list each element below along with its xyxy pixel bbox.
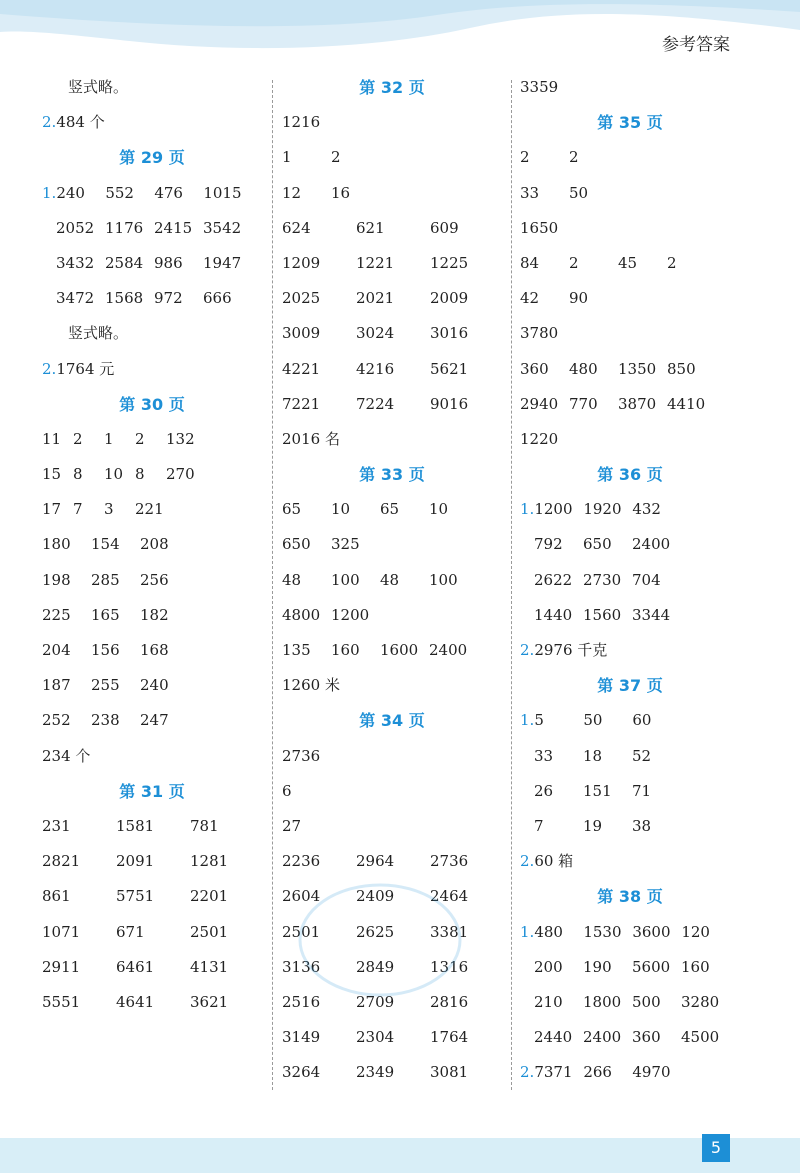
answer-value: 154	[91, 535, 120, 554]
answer-line	[282, 668, 522, 703]
item-number: 2.	[42, 113, 57, 132]
answer-value: 1220	[520, 429, 559, 448]
answer-value: 325	[331, 535, 360, 554]
answer-value: 4641	[116, 992, 155, 1011]
answer-line	[282, 1020, 522, 1055]
answer-value: 3280	[681, 992, 720, 1011]
answer-value: 100	[331, 570, 360, 589]
answer-value: 198	[42, 570, 71, 589]
answer-value: 8	[135, 465, 145, 484]
answer-value: 45	[618, 253, 638, 272]
answer-value: 17	[42, 500, 62, 519]
item-number: 2.	[520, 641, 535, 659]
answer-line	[42, 211, 282, 246]
answer-line	[520, 281, 760, 316]
answer-value: 2440	[534, 1028, 573, 1047]
answer-value: 160	[331, 641, 360, 659]
answer-value: 2	[73, 429, 83, 448]
answer-value: 2	[520, 148, 530, 167]
answer-value: 552	[105, 183, 134, 202]
answer-line	[520, 316, 760, 351]
answer-value: 2400	[429, 641, 468, 659]
answer-value: 270	[166, 465, 195, 484]
answer-line	[520, 492, 760, 527]
answer-line	[520, 598, 760, 633]
answer-line	[520, 246, 760, 281]
answer-value: 2021	[356, 289, 395, 308]
answer-value: 1920	[583, 500, 622, 519]
answer-value: 2940	[520, 394, 559, 413]
answer-value: 3432	[56, 253, 95, 272]
answer-line	[520, 352, 760, 387]
answer-value: 972	[154, 289, 183, 308]
answer-value: 266	[583, 1063, 612, 1082]
answer-value: 210	[534, 992, 563, 1011]
answer-value: 71	[632, 781, 652, 800]
answer-value: 432	[632, 500, 661, 519]
answer-value: 1015	[203, 183, 242, 202]
answer-value: 3009	[282, 324, 321, 343]
answer-value: 861	[42, 887, 71, 906]
answer-value: 5551	[42, 992, 81, 1011]
answer-value: 2849	[356, 957, 395, 976]
answer-value: 42	[520, 289, 540, 308]
answer-line	[520, 985, 760, 1020]
answer-value: 65	[380, 500, 400, 519]
answer-line	[282, 809, 522, 844]
answer-value: 1209	[282, 253, 321, 272]
answer-line	[282, 563, 522, 598]
answer-value: 60 箱	[534, 852, 574, 871]
answer-line	[42, 246, 282, 281]
answer-value: 15	[42, 465, 62, 484]
answer-value: 65	[282, 500, 302, 519]
answer-value: 27	[282, 816, 302, 835]
answer-line	[42, 281, 282, 316]
page-number: 5	[702, 1134, 730, 1162]
answer-value: 240	[56, 183, 85, 202]
answer-value: 2911	[42, 957, 81, 976]
answer-value: 1440	[534, 605, 573, 624]
answer-value: 621	[356, 218, 385, 237]
footer-band	[0, 1138, 800, 1173]
answer-line	[282, 352, 522, 387]
answer-value: 16	[331, 183, 351, 202]
answer-line	[520, 70, 760, 105]
answer-line	[282, 105, 522, 140]
answer-value: 1316	[430, 957, 469, 976]
answer-value: 4131	[190, 957, 229, 976]
answer-value: 231	[42, 816, 71, 835]
answer-value: 33	[534, 746, 554, 765]
page-heading: 第 35 页	[597, 113, 663, 133]
answer-value: 480	[569, 359, 598, 378]
answer-line	[520, 387, 760, 422]
answer-line	[42, 492, 282, 527]
answer-value: 500	[632, 992, 661, 1011]
answer-value: 3359	[520, 78, 559, 96]
answer-value: 2604	[282, 887, 321, 906]
item-number: 1.	[520, 500, 535, 519]
page-heading: 第 30 页	[119, 394, 185, 414]
answer-line	[282, 140, 522, 175]
answer-value: 208	[140, 535, 169, 554]
answer-value: 3870	[618, 394, 657, 413]
answer-value: 2501	[282, 922, 321, 941]
answer-value: 4800	[282, 605, 321, 624]
answer-value: 2052	[56, 218, 95, 237]
answer-value: 1560	[583, 605, 622, 624]
answer-line	[520, 1020, 760, 1055]
answer-line	[282, 844, 522, 879]
answer-value: 2	[667, 253, 677, 272]
answer-value: 234 个	[42, 746, 91, 765]
answer-value: 2	[569, 253, 579, 272]
answer-value: 156	[91, 641, 120, 659]
answer-value: 2976 千克	[534, 641, 608, 659]
answer-value: 2415	[154, 218, 193, 237]
answer-value: 2964	[356, 852, 395, 871]
answer-value: 781	[190, 816, 219, 835]
item-number: 1.	[42, 183, 57, 202]
answer-value: 8	[73, 465, 83, 484]
item-number: 2.	[520, 852, 535, 871]
answer-value: 3344	[632, 605, 671, 624]
answer-value: 2409	[356, 887, 395, 906]
answer-value: 1200	[534, 500, 573, 519]
answer-value: 11	[42, 429, 62, 448]
answer-line	[282, 492, 522, 527]
answer-value: 252	[42, 711, 71, 730]
answer-value: 3081	[430, 1063, 469, 1082]
answer-value: 10	[104, 465, 124, 484]
answer-line	[520, 140, 760, 175]
answer-value: 1216	[282, 113, 321, 132]
answer-line	[42, 844, 282, 879]
answer-value: 1568	[105, 289, 144, 308]
answer-value: 4221	[282, 359, 321, 378]
answer-value: 1764	[430, 1028, 469, 1047]
answer-value: 1260 米	[282, 676, 340, 695]
answer-value: 5	[534, 711, 544, 730]
answer-value: 609	[430, 218, 459, 237]
answer-value: 12	[282, 183, 302, 202]
answer-line	[520, 809, 760, 844]
answer-value: 256	[140, 570, 169, 589]
answer-line	[282, 633, 522, 668]
answer-value: 19	[583, 816, 603, 835]
answer-value: 7	[73, 500, 83, 519]
answer-value: 3016	[430, 324, 469, 343]
answer-value: 2622	[534, 570, 573, 589]
answer-value: 1200	[331, 605, 370, 624]
answer-value: 666	[203, 289, 232, 308]
answer-value: 50	[583, 711, 603, 730]
answer-value: 4410	[667, 394, 706, 413]
answer-line	[520, 915, 760, 950]
page-heading: 第 29 页	[119, 148, 185, 168]
answer-value: 3542	[203, 218, 242, 237]
answer-line	[520, 774, 760, 809]
answer-value: 3381	[430, 922, 469, 941]
answer-value: 4970	[632, 1063, 671, 1082]
page-heading: 第 33 页	[359, 465, 425, 485]
answer-value: 1	[104, 429, 114, 448]
answer-line	[520, 211, 760, 246]
answer-value: 2709	[356, 992, 395, 1011]
answer-value: 484 个	[56, 113, 105, 132]
answer-line	[520, 844, 760, 879]
header-title: 参考答案	[662, 35, 730, 55]
answer-value: 48	[380, 570, 400, 589]
answer-value: 1800	[583, 992, 622, 1011]
answer-value: 182	[140, 605, 169, 624]
answer-line	[42, 70, 282, 105]
answer-value: 52	[632, 746, 652, 765]
answer-value: 2091	[116, 852, 155, 871]
answer-value: 9016	[430, 394, 469, 413]
answer-line	[520, 422, 760, 457]
answer-value: 285	[91, 570, 120, 589]
answer-value: 2730	[583, 570, 622, 589]
answer-line	[282, 211, 522, 246]
answer-value: 480	[534, 922, 563, 941]
answer-value: 1071	[42, 922, 81, 941]
answer-value: 2304	[356, 1028, 395, 1047]
answer-value: 168	[140, 641, 169, 659]
answer-value: 2236	[282, 852, 321, 871]
answer-value: 240	[140, 676, 169, 695]
answer-value: 2400	[632, 535, 671, 554]
answer-value: 3149	[282, 1028, 321, 1047]
answer-line	[42, 422, 282, 457]
answer-value: 3136	[282, 957, 321, 976]
answer-value: 624	[282, 218, 311, 237]
answer-value: 986	[154, 253, 183, 272]
answer-line	[282, 598, 522, 633]
answer-value: 3472	[56, 289, 95, 308]
answer-value: 2736	[430, 852, 469, 871]
answer-value: 竖式略。	[68, 78, 129, 96]
item-number: 2.	[42, 359, 57, 378]
answer-value: 360	[520, 359, 549, 378]
answer-value: 135	[282, 641, 311, 659]
answer-line	[282, 387, 522, 422]
answer-line	[282, 246, 522, 281]
answer-value: 5751	[116, 887, 155, 906]
answer-value: 238	[91, 711, 120, 730]
answer-line	[42, 950, 282, 985]
answer-value: 2501	[190, 922, 229, 941]
answer-value: 3	[104, 500, 114, 519]
answer-value: 5600	[632, 957, 671, 976]
answer-line	[520, 950, 760, 985]
answer-value: 1650	[520, 218, 559, 237]
answer-value: 2349	[356, 1063, 395, 1082]
answer-value: 1581	[116, 816, 155, 835]
answer-value: 100	[429, 570, 458, 589]
answer-value: 48	[282, 570, 302, 589]
answer-value: 850	[667, 359, 696, 378]
answer-value: 38	[632, 816, 652, 835]
answer-line	[42, 668, 282, 703]
answer-value: 26	[534, 781, 554, 800]
answer-value: 60	[632, 711, 652, 730]
answer-value: 7371	[534, 1063, 573, 1082]
answer-line	[42, 457, 282, 492]
answer-value: 650	[282, 535, 311, 554]
answer-value: 2201	[190, 887, 229, 906]
watermark-stamp	[295, 880, 465, 1000]
answer-value: 2816	[430, 992, 469, 1011]
answer-value: 1	[282, 148, 292, 167]
answer-value: 200	[534, 957, 563, 976]
answer-value: 84	[520, 253, 540, 272]
answer-value: 6	[282, 781, 292, 800]
answer-value: 180	[42, 535, 71, 554]
answer-line	[282, 774, 522, 809]
answer-value: 225	[42, 605, 71, 624]
answer-value: 3621	[190, 992, 229, 1011]
answer-value: 2009	[430, 289, 469, 308]
answer-line	[282, 176, 522, 211]
answer-line	[42, 176, 282, 211]
answer-value: 247	[140, 711, 169, 730]
answer-value: 3600	[632, 922, 671, 941]
answer-value: 2	[135, 429, 145, 448]
answer-line	[42, 316, 282, 351]
page-heading: 第 36 页	[597, 465, 663, 485]
answer-value: 792	[534, 535, 563, 554]
answer-line	[520, 703, 760, 738]
answer-value: 90	[569, 289, 589, 308]
answer-value: 2736	[282, 746, 321, 765]
answer-value: 650	[583, 535, 612, 554]
answer-value: 1600	[380, 641, 419, 659]
answer-line	[42, 105, 282, 140]
answer-value: 1176	[105, 218, 144, 237]
answer-line	[42, 633, 282, 668]
answer-value: 3264	[282, 1063, 321, 1082]
answer-column-3	[520, 70, 760, 1090]
item-number: 2.	[520, 1063, 535, 1082]
answer-value: 7	[534, 816, 544, 835]
page-heading: 第 31 页	[119, 781, 185, 801]
page-heading: 第 34 页	[359, 711, 425, 731]
answer-value: 1947	[203, 253, 242, 272]
answer-value: 1281	[190, 852, 229, 871]
answer-line	[42, 809, 282, 844]
answer-line	[520, 527, 760, 562]
page-heading: 第 32 页	[359, 78, 425, 97]
answer-value: 151	[583, 781, 612, 800]
answer-value: 704	[632, 570, 661, 589]
answer-value: 671	[116, 922, 145, 941]
answer-line	[42, 985, 282, 1020]
answer-value: 2821	[42, 852, 81, 871]
answer-line	[520, 739, 760, 774]
answer-line	[282, 1055, 522, 1090]
answer-value: 221	[135, 500, 164, 519]
answer-value: 132	[166, 429, 195, 448]
answer-value: 2	[569, 148, 579, 167]
answer-value: 2	[331, 148, 341, 167]
item-number: 1.	[520, 922, 535, 941]
answer-value: 5621	[430, 359, 469, 378]
answer-line	[42, 703, 282, 738]
answer-value: 33	[520, 183, 540, 202]
answer-value: 18	[583, 746, 603, 765]
answer-value: 2516	[282, 992, 321, 1011]
answer-value: 360	[632, 1028, 661, 1047]
answer-value: 7224	[356, 394, 395, 413]
answer-line	[282, 281, 522, 316]
answer-value: 476	[154, 183, 183, 202]
answer-value: 1764 元	[56, 359, 115, 378]
answer-value: 2400	[583, 1028, 622, 1047]
answer-value: 1530	[583, 922, 622, 941]
answer-line	[282, 422, 522, 457]
answer-value: 2625	[356, 922, 395, 941]
answer-value: 3780	[520, 324, 559, 343]
answer-value: 1350	[618, 359, 657, 378]
answer-value: 190	[583, 957, 612, 976]
answer-line	[42, 352, 282, 387]
answer-line	[282, 739, 522, 774]
answer-value: 竖式略。	[68, 324, 129, 343]
page-heading: 第 38 页	[597, 887, 663, 907]
answer-line	[42, 879, 282, 914]
answer-line	[42, 563, 282, 598]
answer-line	[520, 1055, 760, 1090]
answer-line	[520, 563, 760, 598]
answer-line	[282, 527, 522, 562]
answer-value: 10	[331, 500, 351, 519]
answer-value: 50	[569, 183, 589, 202]
answer-value: 2016 名	[282, 429, 340, 448]
answer-line	[282, 316, 522, 351]
answer-value: 165	[91, 605, 120, 624]
answer-value: 1221	[356, 253, 395, 272]
answer-line	[42, 739, 282, 774]
answer-value: 2584	[105, 253, 144, 272]
page-heading: 第 37 页	[597, 676, 663, 696]
answer-value: 10	[429, 500, 449, 519]
answer-value: 7221	[282, 394, 321, 413]
answer-value: 120	[681, 922, 710, 941]
answer-line	[42, 598, 282, 633]
answer-value: 2025	[282, 289, 321, 308]
answer-line	[42, 915, 282, 950]
answer-value: 187	[42, 676, 71, 695]
answer-line	[520, 176, 760, 211]
answer-value: 3024	[356, 324, 395, 343]
answer-line	[42, 527, 282, 562]
answer-value: 204	[42, 641, 71, 659]
answer-value: 6461	[116, 957, 155, 976]
answer-column-1	[42, 70, 282, 1020]
answer-value: 4500	[681, 1028, 720, 1047]
answer-value: 4216	[356, 359, 395, 378]
answer-line	[520, 633, 760, 668]
answer-value: 1225	[430, 253, 469, 272]
answer-value: 770	[569, 394, 598, 413]
answer-value: 2464	[430, 887, 469, 906]
item-number: 1.	[520, 711, 535, 730]
answer-value: 255	[91, 676, 120, 695]
answer-value: 160	[681, 957, 710, 976]
